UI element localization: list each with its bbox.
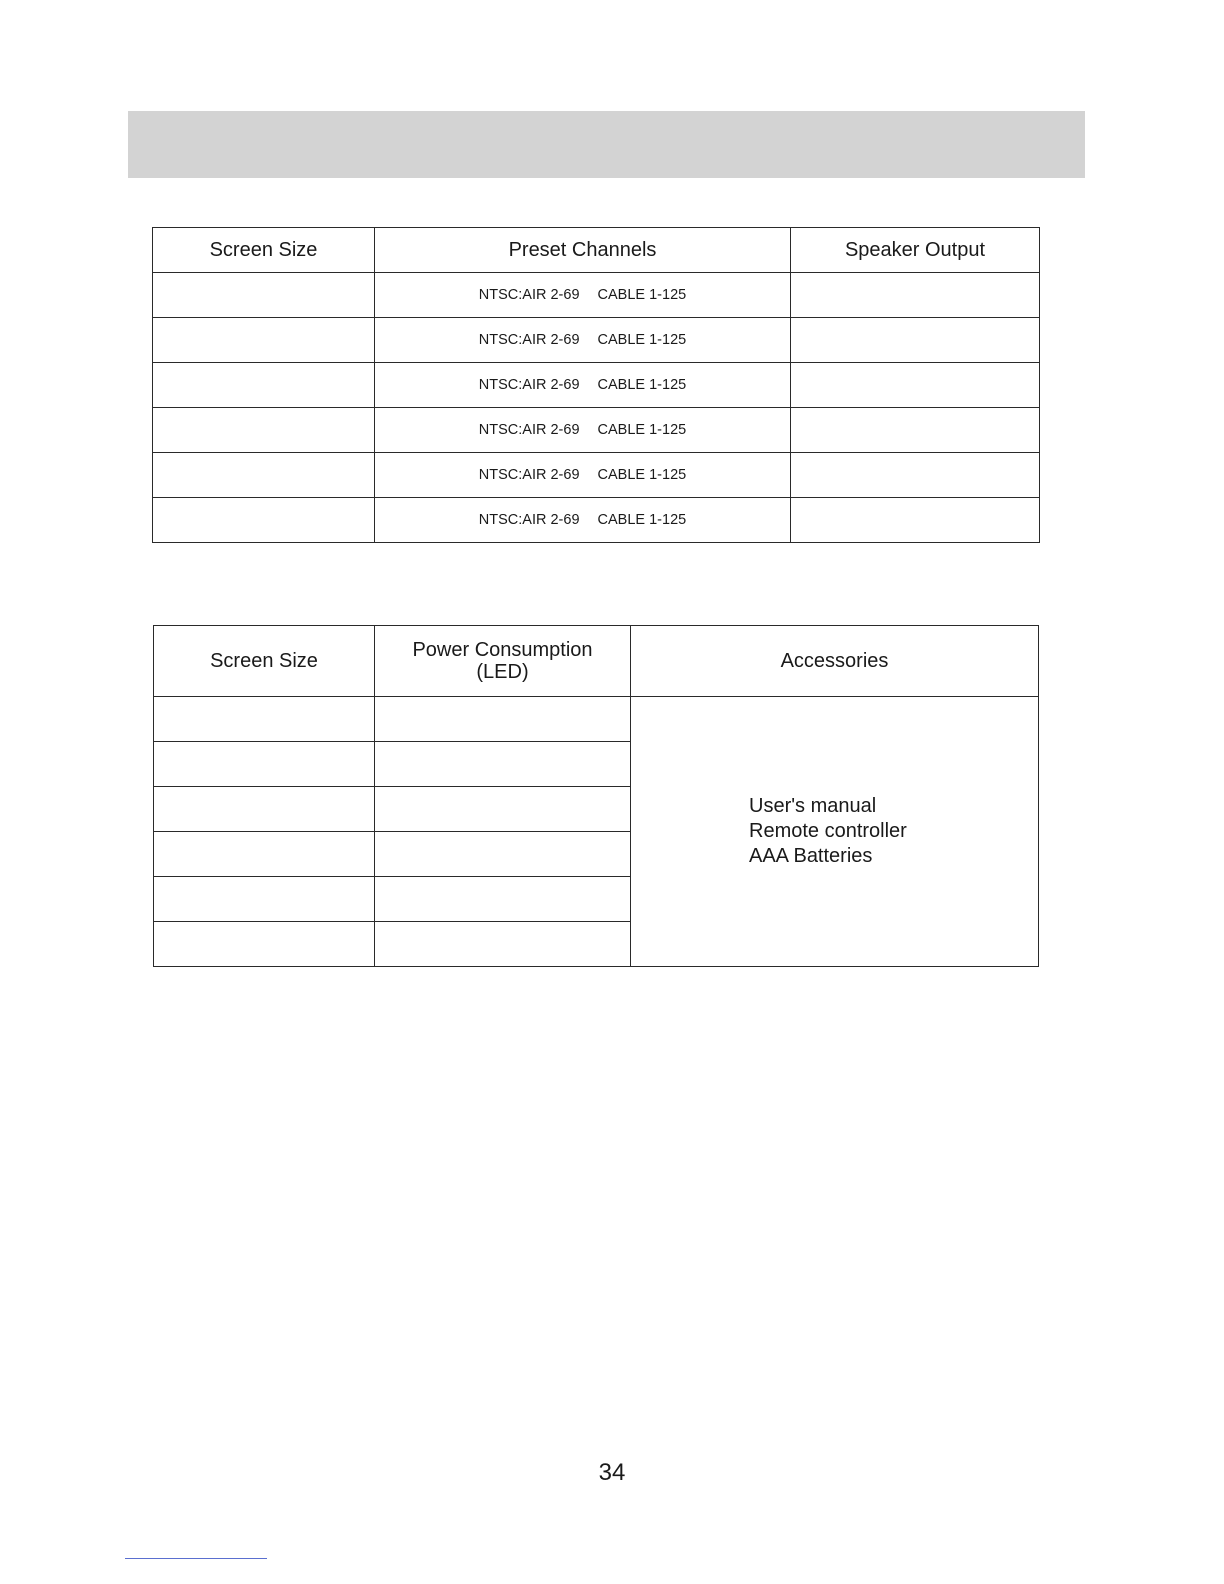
- cell-preset-channels: [375, 273, 791, 318]
- cell-preset-channels: [375, 453, 791, 498]
- channels-table: [152, 227, 1040, 543]
- cell-screen-size: [154, 742, 375, 787]
- table-row: [153, 408, 1040, 453]
- cell-power-consumption: [375, 832, 631, 877]
- channels-air: NTSC:AIR 2-69: [478, 332, 580, 348]
- channels-cable: CABLE 1-125: [597, 332, 687, 348]
- cell-power-consumption: [375, 787, 631, 832]
- cell-preset-channels: [375, 498, 791, 543]
- table-header-row: [153, 228, 1040, 273]
- table-header-row: [154, 626, 1039, 697]
- cell-screen-size: [154, 832, 375, 877]
- channels-cable: CABLE 1-125: [597, 422, 687, 438]
- cell-screen-size: [154, 787, 375, 832]
- channels-cable: CABLE 1-125: [597, 377, 687, 393]
- cell-screen-size: [154, 877, 375, 922]
- channels-cable: CABLE 1-125: [597, 467, 687, 483]
- header-screen-size: Screen Size: [154, 626, 375, 697]
- cell-power-consumption: [375, 922, 631, 967]
- header-accessories: Accessories: [631, 626, 1039, 697]
- cell-preset-channels: [375, 318, 791, 363]
- header-power-line1: Power Consumption: [412, 639, 593, 661]
- cell-speaker-output: [791, 363, 1040, 408]
- accessory-item: User's manual: [749, 795, 877, 817]
- cell-speaker-output: [791, 408, 1040, 453]
- cell-screen-size: [153, 408, 375, 453]
- header-preset-channels: Preset Channels: [375, 228, 791, 273]
- section-header-band: [128, 111, 1085, 178]
- accessory-item: AAA Batteries: [749, 845, 873, 867]
- cell-screen-size: [153, 273, 375, 318]
- channels-air: NTSC:AIR 2-69: [478, 422, 580, 438]
- cell-preset-channels: [375, 408, 791, 453]
- page-number: 34: [598, 1459, 626, 1486]
- channels-air: NTSC:AIR 2-69: [478, 512, 580, 528]
- channels-cable: CABLE 1-125: [597, 512, 687, 528]
- cell-screen-size: [154, 697, 375, 742]
- footer-rule: [125, 1558, 267, 1559]
- cell-screen-size: [154, 922, 375, 967]
- cell-power-consumption: [375, 877, 631, 922]
- accessories-list: [749, 794, 1038, 869]
- cell-speaker-output: [791, 318, 1040, 363]
- header-power-line2: (LED): [476, 661, 529, 683]
- table-row: [153, 273, 1040, 318]
- cell-speaker-output: [791, 498, 1040, 543]
- cell-screen-size: [153, 363, 375, 408]
- table-row: [153, 363, 1040, 408]
- channels-air: NTSC:AIR 2-69: [478, 467, 580, 483]
- header-power-consumption: [375, 626, 631, 697]
- channels-cable: CABLE 1-125: [597, 287, 687, 303]
- power-accessories-table: [153, 625, 1039, 967]
- header-speaker-output: Speaker Output: [791, 228, 1040, 273]
- cell-speaker-output: [791, 273, 1040, 318]
- table-row: [154, 697, 1039, 742]
- cell-power-consumption: [375, 697, 631, 742]
- table-row: [153, 453, 1040, 498]
- table-row: [153, 498, 1040, 543]
- header-screen-size: Screen Size: [153, 228, 375, 273]
- channels-air: NTSC:AIR 2-69: [478, 287, 580, 303]
- cell-screen-size: [153, 453, 375, 498]
- cell-accessories: [631, 697, 1039, 967]
- channels-air: NTSC:AIR 2-69: [478, 377, 580, 393]
- cell-screen-size: [153, 318, 375, 363]
- cell-preset-channels: [375, 363, 791, 408]
- cell-speaker-output: [791, 453, 1040, 498]
- cell-screen-size: [153, 498, 375, 543]
- table-row: [153, 318, 1040, 363]
- accessory-item: Remote controller: [749, 820, 907, 842]
- cell-power-consumption: [375, 742, 631, 787]
